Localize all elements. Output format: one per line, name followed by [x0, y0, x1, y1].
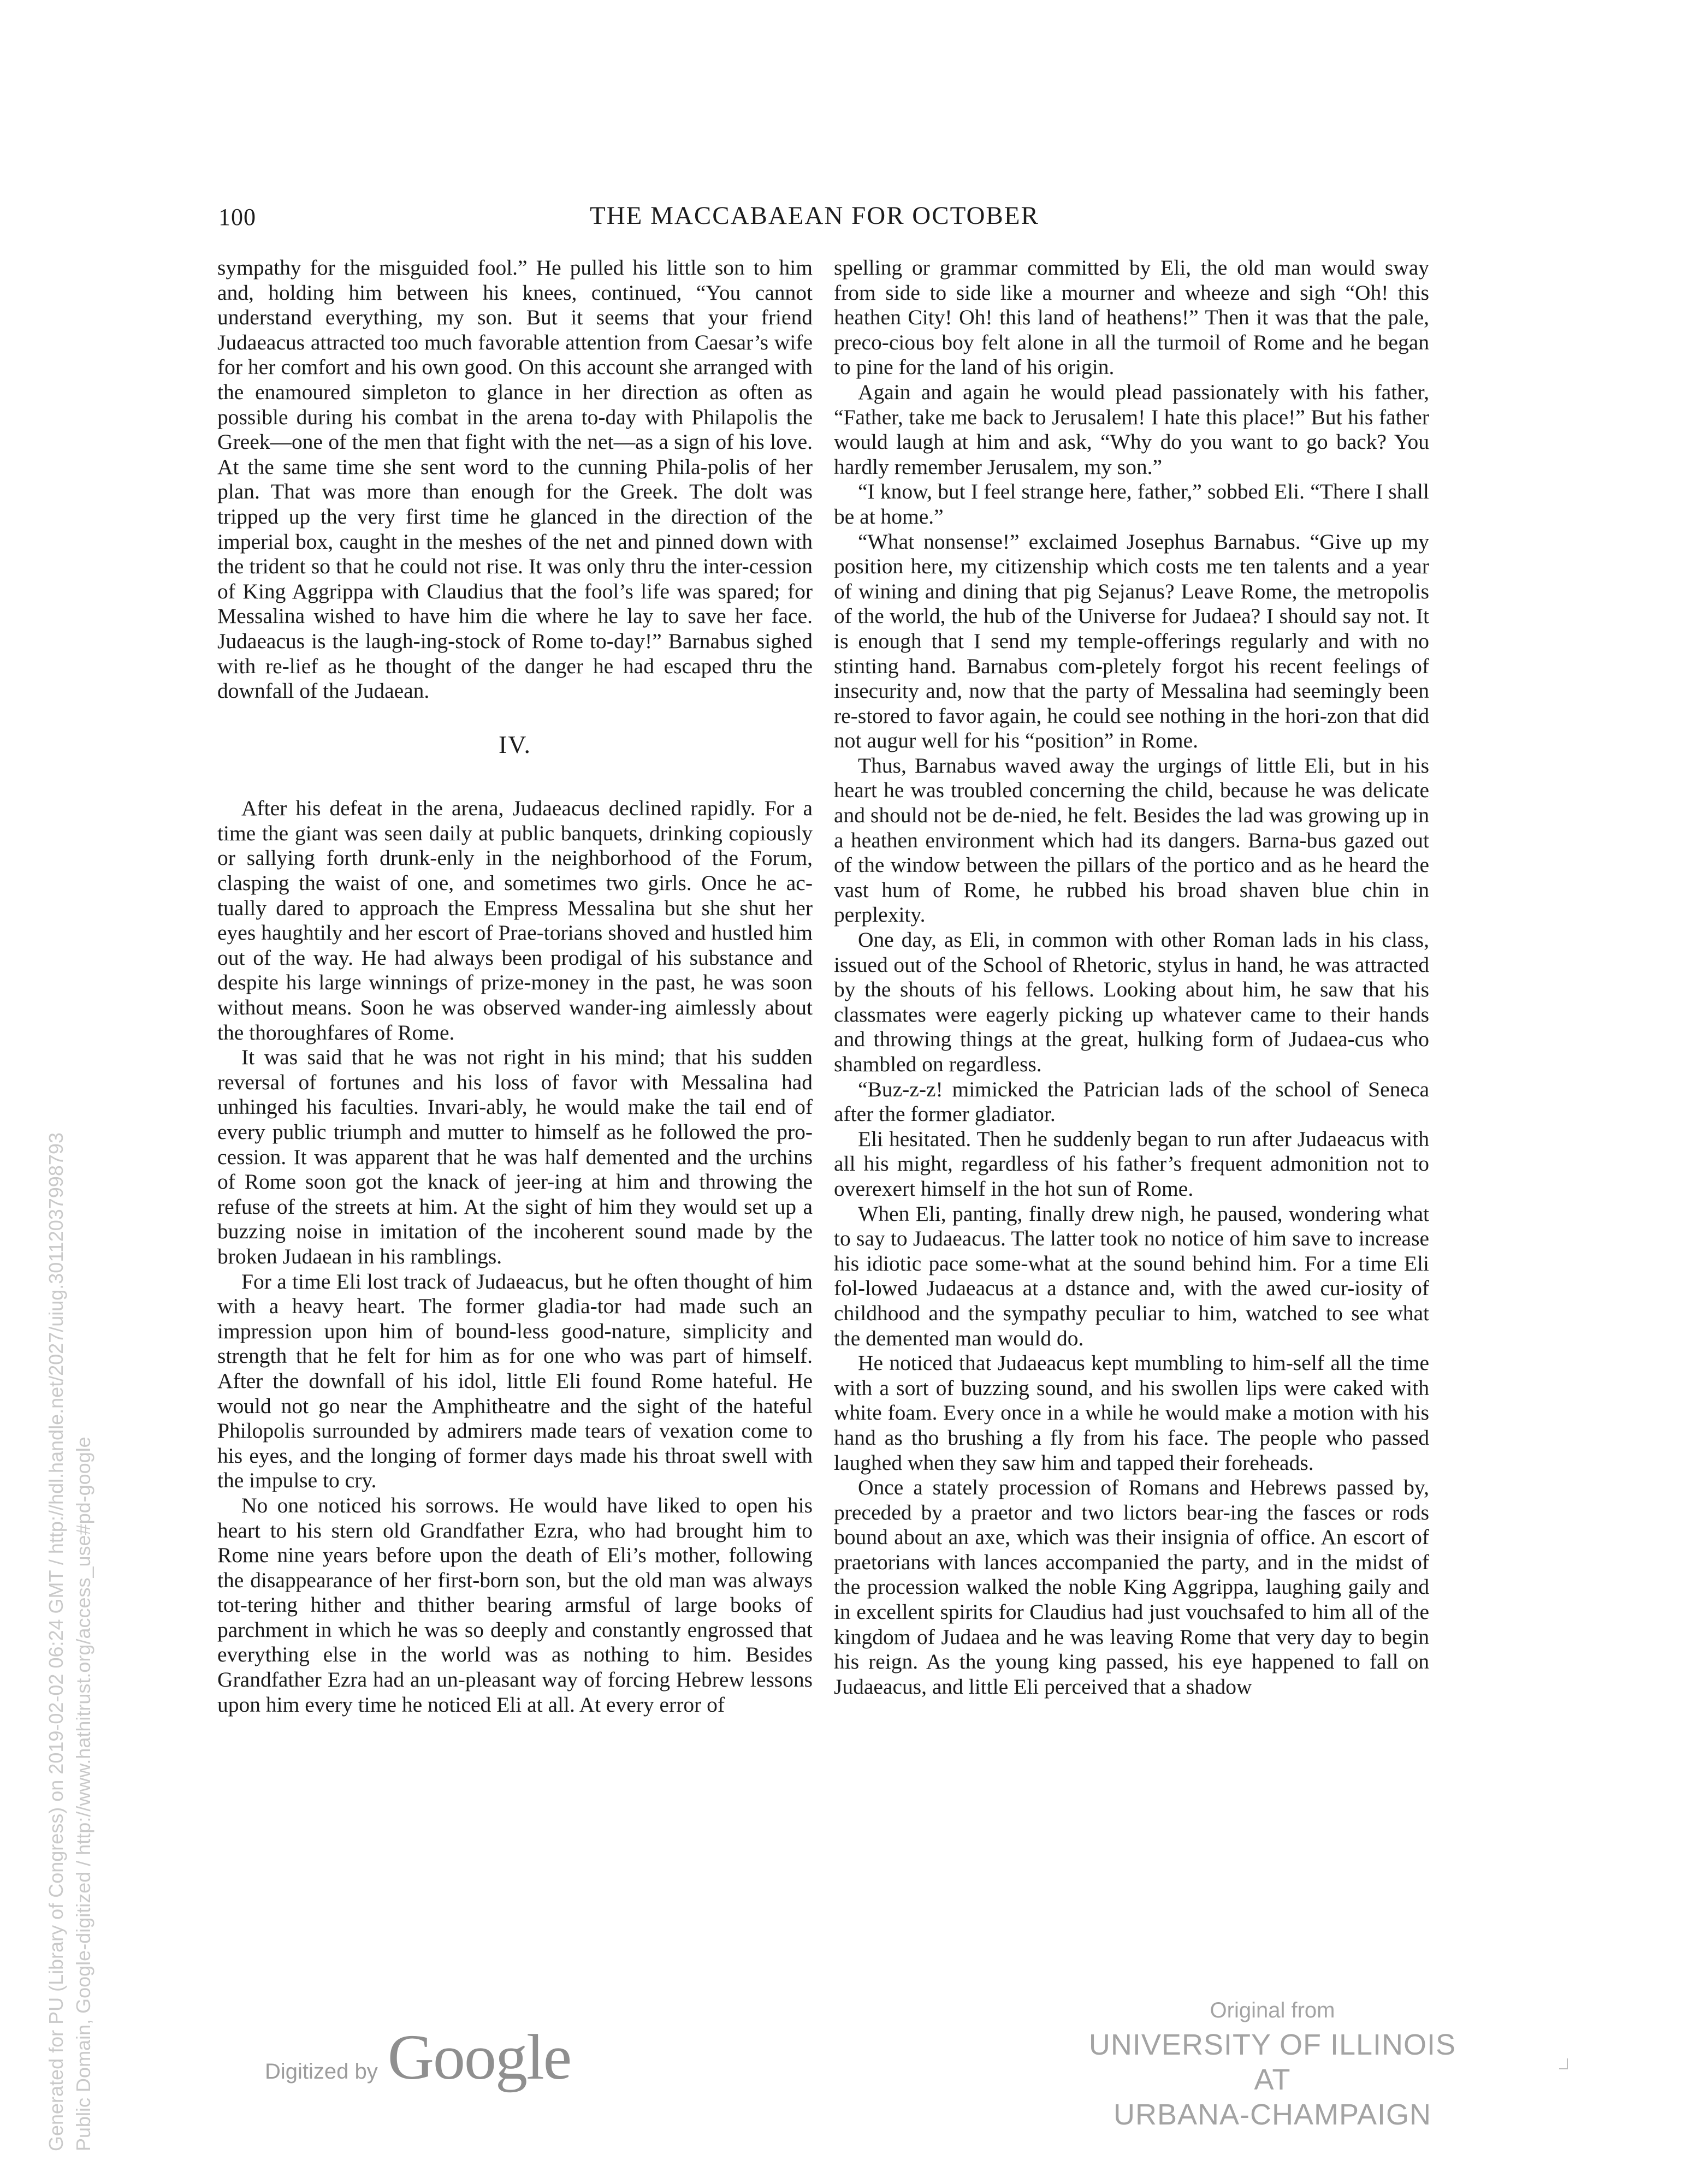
paragraph: When Eli, panting, finally drew nigh, he paused, wondering what to say to Judaeacus. The latter took no notice of him save to increase his idiotic pace some-what at the sound behind him. For a time Eli fol-lowed Judaeacus at a dstance and, with the awed cur-iosity of childhood and the sympathy peculiar to him, watched to see what the demented man would do.: [834, 1201, 1429, 1350]
left-column: [217, 256, 813, 1717]
paragraph: Once a stately procession of Romans and Hebrews passed by, preceded by a praetor and two lictors bear-ing the fasces or rods bound about an axe, which was their insignia of office. An escort of praetorians with lances accompanied the party, and in the midst of the procession walked the noble King Aggrippa, laughing gaily and in excellent spirits for Claudius had just vouchsafed to him all of the kingdom of Judaea and he was leaving Rome that very day to begin his reign. As the young king passed, his eye happened to fall on Judaeacus, and little Eli perceived that a shadow: [834, 1475, 1429, 1699]
digitized-by-label: Digitized by: [265, 2060, 378, 2084]
running-title: THE MACCABAEAN FOR OCTOBER: [590, 201, 1039, 230]
institution-name: URBANA-CHAMPAIGN: [1113, 2098, 1432, 2131]
paragraph: Again and again he would plead passionately with his father, “Father, take me back to Jerusalem! I hate this place!” But his father would laugh at him and ask, “Why do you want to go back? You hardly remember Jerusalem, my son.”: [834, 379, 1429, 479]
paragraph: spelling or grammar committed by Eli, the old man would sway from side to side like a mourner and wheeze and sigh “Oh! this heathen City! Oh! this land of heathens!” Then it was that the pale, preco-cious boy felt alone in all the turmoil of Rome and he began to pine for the land of his origin.: [834, 256, 1429, 379]
original-from-block: [1081, 1998, 1464, 2132]
paragraph: It was said that he was not right in his mind; that his sudden reversal of fortunes and his loss of favor with Messalina had unhinged his faculties. Invari-ably, he would make the tail end of every public triumph and mutter to himself as he followed the pro-cession. It was apparent that he was half demented and the urchins of Rome soon got the knack of jeer-ing at him and throwing the refuse of the streets at him. At the sight of him they would set up a buzzing noise in imitation of the incoherent sound made by the broken Judaean in his ramblings.: [217, 1045, 813, 1268]
paragraph: He noticed that Judaeacus kept mumbling to him-self all the time with a sort of buzzing sound, and his swollen lips were caked with white foam. Every once in a while he would make a motion with his hand as tho brushing a fly from his face. The people who passed laughed when they saw him and tapped their foreheads.: [834, 1351, 1429, 1475]
paragraph: Thus, Barnabus waved away the urgings of little Eli, but in his heart he was troubled concerning the child, because he was delicate and should not be de-nied, he felt. Besides the lad was growing up in a heathen environment which had its dangers. Barna-bus gazed out of the window between the pillars of the portico and as he heard the vast hum of Rome, he rubbed his broad shaven blue chin in perplexity.: [834, 753, 1429, 927]
page-number: 100: [218, 204, 256, 230]
paragraph: sympathy for the misguided fool.” He pulled his little son to him and, holding him between his knees, continued, “You cannot understand everything, my son. But it seems that your friend Judaeacus attracted too much favorable attention from Caesar’s wife for her comfort and his own good. On this account she arranged with the enamoured simpleton to glance in her direction as often as possible during his combat in the arena to-day with Philapolis the Greek—one of the men that fight with the net—as a sign of his love. At the same time she sent word to the cunning Phila-polis of her plan. That was more than enough for the Greek. The dolt was tripped up the very first time he glanced in the direction of the imperial box, caught in the meshes of the net and pinned down with the trident so that he could not rise. It was only thru the inter-cession of King Aggrippa with Claudius that the fool’s life was spared; for Messalina wished to have him die where he lay to save her face. Judaeacus is the laugh-ing-stock of Rome to-day!” Barnabus sighed with re-lief as he thought of the danger he had escaped thru the downfall of the Judaean.: [217, 256, 813, 703]
original-from-label: Original from: [1210, 1998, 1335, 2022]
paragraph: “I know, but I feel strange here, father,” sobbed Eli. “There I shall be at home.”: [834, 479, 1429, 529]
paragraph: “What nonsense!” exclaimed Josephus Barnabus. “Give up my position here, my citizenship which costs me ten talents and a year of wining and dining that pig Sejanus? Leave Rome, the metropolis of the world, the hub of the Universe for Judaea? I should say not. It is enough that I send my temple-offerings regularly and with no stinting hand. Barnabus com-pletely forgot his recent feelings of insecurity and, now that the party of Messalina had seemingly been re-stored to favor again, he could see nothing in the hori-zon that did not augur well for his “position” in Rome.: [834, 529, 1429, 753]
paragraph: After his defeat in the arena, Judaeacus declined rapidly. For a time the giant was seen daily at public banquets, drinking copiously or sallying forth drunk-enly in the neighborhood of the Forum, clasping the waist of one, and sometimes two girls. Once he ac-tually dared to approach the Empress Messalina but she shut her eyes haughtily and her escort of Prae-torians shoved and hustled him out of the way. He had always been prodigal of his substance and despite his large winnings of prize-money in the past, he was soon without means. Soon he was observed wander-ing aimlessly about the thoroughfares of Rome.: [217, 796, 813, 1044]
section-heading: IV.: [498, 730, 532, 758]
digitized-by-google: [265, 2020, 571, 2094]
watermark-line: Generated for PU (Library of Congress) on 2019-02-02 06:24 GMT / http://hdl.handle.net/2027/uiug.30112037998793: [45, 1132, 67, 2151]
paragraph: No one noticed his sorrows. He would have liked to open his heart to his stern old Grandfather Ezra, who had brought him to Rome nine years before upon the death of Eli’s mother, following the disappearance of her first-born son, but the old man was always tot-tering hither and thither bearing armsful of large books of parchment in which he was so deeply and constantly engrossed that everything else in the world was as nothing to him. Besides Grandfather Ezra had an un-pleasant way of forcing Hebrew lessons upon him every time he noticed Eli at all. At every error of: [217, 1493, 813, 1717]
paragraph: Eli hesitated. Then he suddenly began to run after Judaeacus with all his might, regardless of his father’s frequent admonition not to overexert himself in the hot sun of Rome.: [834, 1126, 1429, 1201]
right-column: [834, 256, 1429, 1699]
institution-name: UNIVERSITY OF ILLINOIS AT: [1088, 2028, 1456, 2096]
watermark-line: Public Domain, Google-digitized / http://www.hathitrust.org/access_use#pd-google: [72, 1437, 94, 2151]
paragraph: For a time Eli lost track of Judaeacus, but he often thought of him with a heavy heart. The former gladia-tor had made such an impression upon him of bound-less good-nature, simplicity and strength that he felt for him as for one who was part of himself. After the downfall of his idol, little Eli found Rome hateful. He would not go near the Amphitheatre and the sight of the hateful Philopolis surrounded by admirers made tears of vexation come to his eyes, and the longing of former days made his throat swell with the impulse to cry.: [217, 1269, 813, 1493]
google-logo: Google: [387, 2021, 571, 2093]
scan-edge-mark: [1559, 2058, 1568, 2069]
paragraph: One day, as Eli, in common with other Roman lads in his class, issued out of the School of Rhetoric, stylus in hand, he was attracted by the shouts of his fellows. Looking about him, he saw that his classmates were eagerly picking up whatever came to their hands and throwing things at the great, hulking form of Judaea-cus who shambled on regardless.: [834, 928, 1429, 1076]
access-watermark: [43, 1132, 97, 2151]
paragraph: “Buz-z-z! mimicked the Patrician lads of the school of Seneca after the former gladiator.: [834, 1077, 1429, 1126]
